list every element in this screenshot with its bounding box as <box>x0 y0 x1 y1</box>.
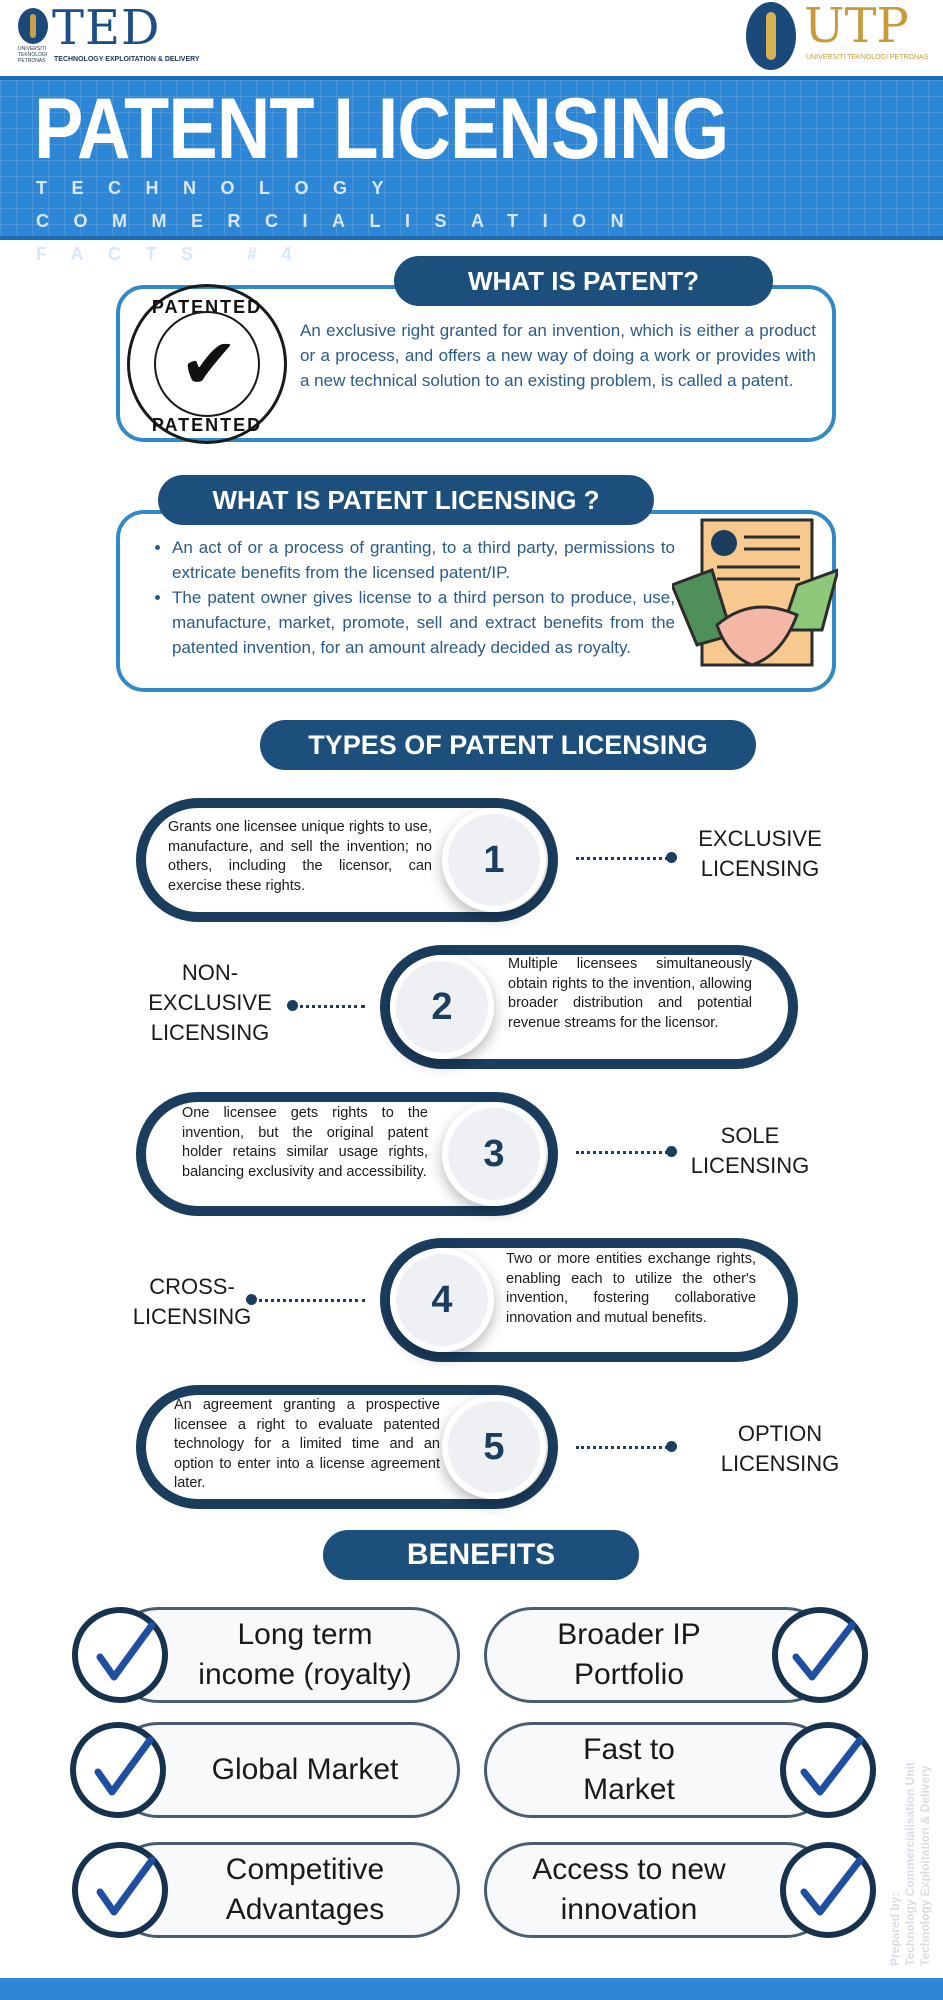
connector-line <box>293 1005 365 1008</box>
type-description: One licensee gets rights to the invention, but the original patent holder retains similar usage rights, balancing exclusivity and accessibility. <box>182 1105 428 1180</box>
check-circle-icon <box>772 1607 868 1703</box>
checkmark-icon: ✔ <box>179 323 239 405</box>
watermark-line: Technology Exploitation & Delivery <box>918 1765 932 1966</box>
type-label-line: EXCLUSIVE <box>698 826 822 851</box>
page-subtitle: TECHNOLOGY COMMERCIALISATION FACTS #4 <box>36 178 649 264</box>
type-label-line: CROSS- <box>149 1274 235 1299</box>
type-description: Multiple licensees simultaneously obtain rights to the invention, allowing broader distribution and potential revenue streams for the licensor. <box>508 956 752 1031</box>
connector-dot <box>666 1441 677 1452</box>
what-is-licensing-heading: WHAT IS PATENT LICENSING ? <box>158 475 654 525</box>
connector-line <box>576 857 668 860</box>
type-number-badge: 4 <box>390 1248 494 1352</box>
type-label-line: LICENSING <box>132 1304 252 1329</box>
type-number-badge: 3 <box>442 1102 546 1206</box>
handshake-contract-icon <box>672 515 838 685</box>
connector-dot <box>666 852 677 863</box>
benefit-line: Long term <box>237 1618 373 1651</box>
type-label-line: LICENSING <box>720 1451 840 1476</box>
utp-seal-icon <box>746 2 796 70</box>
ted-tagline: TECHNOLOGY EXPLOITATION & DELIVERY <box>54 56 200 63</box>
type-label <box>112 1272 272 1332</box>
type-description: Grants one licensee unique rights to use, manufacture, and sell the invention; no others, including the licensor, can exercise these rights. <box>168 819 432 894</box>
type-label-line: OPTION <box>737 1421 823 1446</box>
ted-seal-caption: UNIVERSITI TEKNOLOGI PETRONAS <box>18 46 48 64</box>
benefit-line: Portfolio <box>573 1658 685 1691</box>
benefits-heading: BENEFITS <box>323 1530 639 1580</box>
check-circle-icon <box>72 1842 168 1938</box>
type-label <box>700 1419 860 1479</box>
check-circle-icon <box>780 1722 876 1818</box>
stamp-bottom-text: PATENTED <box>151 415 263 435</box>
type-label-line: NON- <box>181 960 239 985</box>
benefit-line: Market <box>583 1773 675 1806</box>
watermark-line: Prepared by: <box>888 1892 902 1966</box>
licensing-bullet: • An act of or a process of granting, to a third party, permissions to extricate benefits from the licensed patent/IP. <box>172 535 675 585</box>
ted-logo-text: TED <box>52 0 161 56</box>
type-label <box>680 824 840 884</box>
what-is-patent-text: An exclusive right granted for an invention, which is either a product or a process, and offers a new way of doing a work or provides with a new technical solution to an existing problem, is called a patent. <box>300 321 816 390</box>
type-label <box>120 958 300 1048</box>
type-label <box>670 1121 830 1181</box>
connector-line <box>576 1446 668 1449</box>
stamp-inner-ring <box>154 311 260 417</box>
title-banner <box>0 76 943 264</box>
utp-tagline: UNIVERSITI TEKNOLOGI PETRONAS <box>806 54 929 61</box>
type-label-line: LICENSING <box>150 1020 270 1045</box>
stamp-top-text: PATENTED <box>151 297 263 317</box>
type-description: Two or more entities exchange rights, enabling each to utilize the other's invention, fostering collaborative innovation and mutual benefits. <box>506 1251 756 1326</box>
watermark-line: Technology Commercialisation Unit <box>903 1762 917 1966</box>
what-is-patent-heading: WHAT IS PATENT? <box>394 256 773 306</box>
footer-bar <box>0 1978 943 2000</box>
type-number-badge: 2 <box>390 955 494 1059</box>
type-label-line: LICENSING <box>700 856 820 881</box>
type-number-badge: 5 <box>442 1395 546 1499</box>
benefit-line: Global Market <box>211 1753 399 1786</box>
type-label-line: LICENSING <box>690 1153 810 1178</box>
type-label-line: SOLE <box>720 1123 780 1148</box>
utp-logo-text: UTP <box>804 0 909 54</box>
prepared-by-watermark <box>888 1762 943 1966</box>
check-circle-icon <box>70 1722 166 1818</box>
benefit-line: Advantages <box>225 1893 385 1926</box>
type-label-line: EXCLUSIVE <box>148 990 272 1015</box>
benefit-line: Competitive <box>225 1853 385 1886</box>
check-circle-icon <box>780 1842 876 1938</box>
ted-logo <box>18 0 200 68</box>
utp-logo <box>746 0 929 72</box>
licensing-bullet-list <box>150 535 675 660</box>
benefit-line: Access to new <box>532 1853 726 1886</box>
benefit-line: Fast to <box>583 1733 675 1766</box>
type-description: An agreement granting a prospective licensee a right to evaluate patented technology for a limited time and an option to enter into a license agreement later. <box>174 1397 440 1491</box>
benefit-line: Broader IP <box>557 1618 701 1651</box>
benefit-line: innovation <box>560 1893 698 1926</box>
licensing-bullet: • The patent owner gives license to a third person to produce, use, manufacture, market, promote, sell and extract benefits from the patented invention, for an amount already decided as royalty. <box>172 585 675 660</box>
connector-line <box>576 1151 668 1154</box>
patented-stamp-icon <box>127 284 287 444</box>
ted-seal-icon <box>18 8 48 44</box>
check-circle-icon <box>72 1607 168 1703</box>
types-heading: TYPES OF PATENT LICENSING <box>260 720 756 770</box>
type-number-badge: 1 <box>442 808 546 912</box>
page-title: PATENT LICENSING <box>34 81 729 177</box>
benefit-line: income (royalty) <box>198 1658 412 1691</box>
